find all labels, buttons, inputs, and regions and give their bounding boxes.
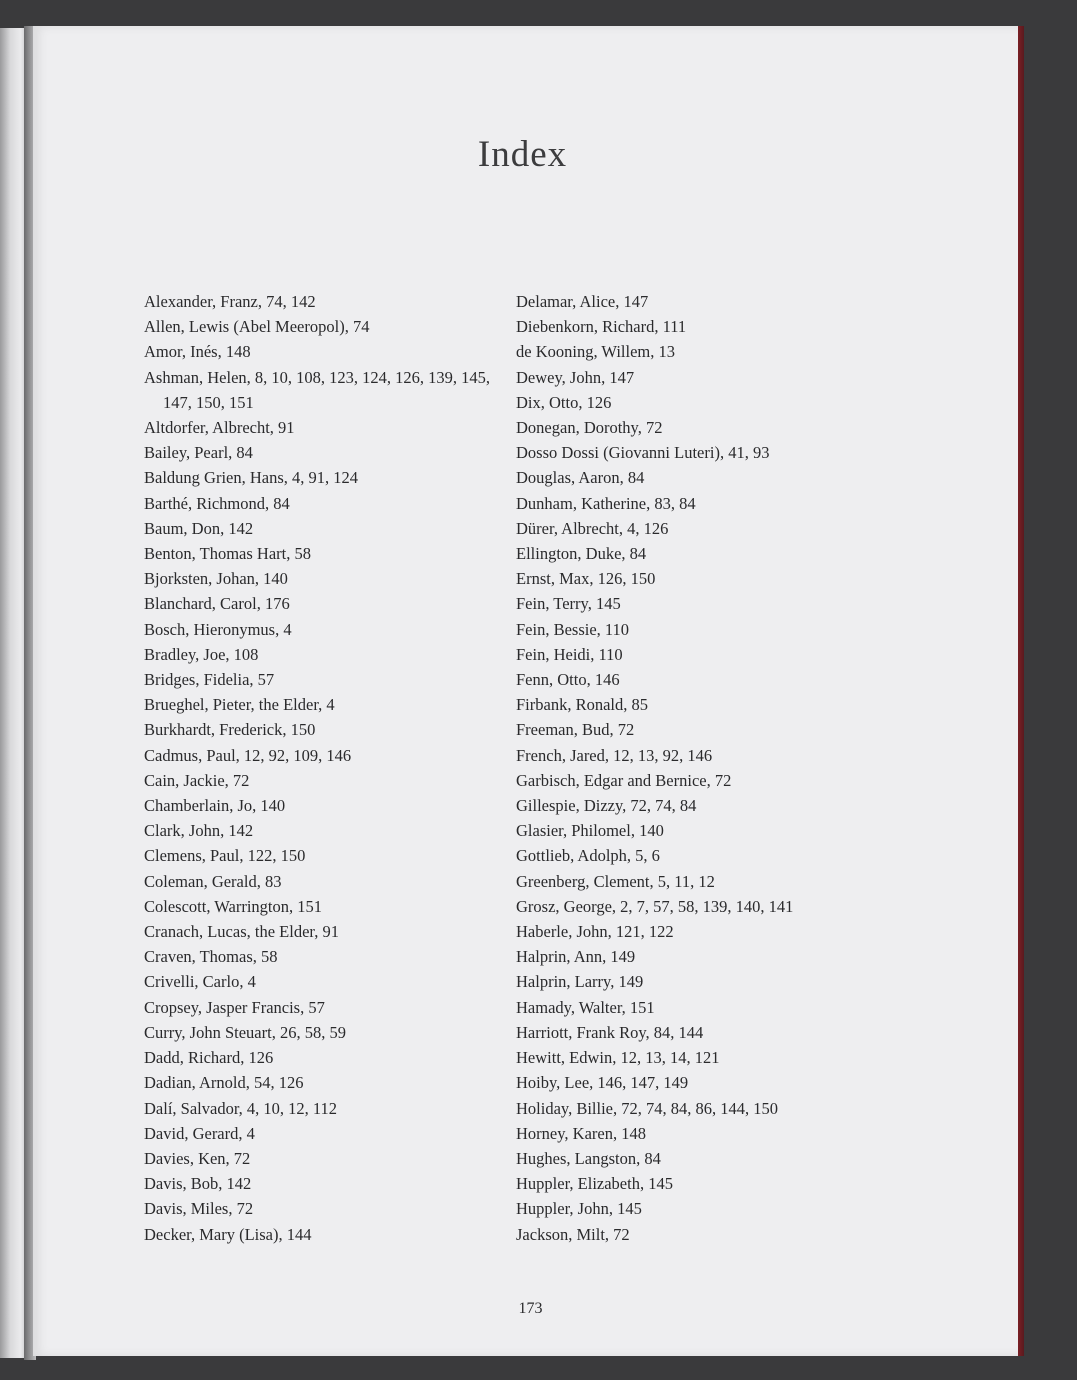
index-entry: Bjorksten, Johan, 140 [144,569,288,589]
index-page [33,26,1020,1356]
index-entry: Baldung Grien, Hans, 4, 91, 124 [144,468,359,488]
index-entry: Davis, Bob, 142 [144,1174,252,1194]
index-entry: Hoiby, Lee, 146, 147, 149 [516,1073,689,1093]
index-entry: Hughes, Langston, 84 [516,1148,661,1168]
index-entry: Halprin, Larry, 149 [516,972,644,992]
index-entry: Curry, John Steuart, 26, 58, 59 [144,1022,346,1042]
index-entry: Donegan, Dorothy, 72 [516,418,663,438]
index-entry: Garbisch, Edgar and Bernice, 72 [516,770,732,790]
previous-page-edge [0,28,26,1358]
index-entry: Douglas, Aaron, 84 [516,468,645,488]
page-title: Index [477,134,568,175]
index-entry: Dalí, Salvador, 4, 10, 12, 112 [144,1098,338,1118]
index-entry: Colescott, Warrington, 151 [144,896,323,916]
index-entry: Davies, Ken, 72 [144,1148,251,1168]
index-entry: Benton, Thomas Hart, 58 [144,544,311,564]
index-entry: Clark, John, 142 [144,821,254,841]
index-entry: Bailey, Pearl, 84 [144,443,253,463]
index-entry: Dewey, John, 147 [516,367,635,387]
page-number: 173 [518,1300,543,1317]
index-entry: Allen, Lewis (Abel Meeropol), 74 [144,317,370,337]
index-entry: Alexander, Franz, 74, 142 [144,292,316,311]
index-entry: Firbank, Ronald, 85 [516,695,648,715]
index-entry: Fenn, Otto, 146 [516,670,620,690]
index-entry: Baum, Don, 142 [144,518,254,538]
index-entry: Coleman, Gerald, 83 [144,871,282,891]
index-entry: Cranach, Lucas, the Elder, 91 [144,922,339,942]
index-entry: Cain, Jackie, 72 [144,770,250,790]
index-entry: Ellington, Duke, 84 [516,544,647,564]
index-entry: Clemens, Paul, 122, 150 [144,846,306,866]
index-entry: Bradley, Joe, 108 [144,644,259,664]
index-entry: Jackson, Milt, 72 [516,1224,630,1244]
index-entry: Decker, Mary (Lisa), 144 [144,1224,312,1244]
index-entry: Fein, Terry, 145 [516,594,621,614]
index-entry: Haberle, John, 121, 122 [516,922,674,942]
index-entry: Dunham, Katherine, 83, 84 [516,493,696,513]
index-entry: Huppler, John, 145 [516,1199,642,1219]
index-entry: Blanchard, Carol, 176 [144,594,290,614]
index-entry: Bosch, Hieronymus, 4 [144,619,292,639]
index-entry: Fein, Heidi, 110 [516,644,623,664]
index-entry: Crivelli, Carlo, 4 [144,972,256,992]
index-entry: Dadd, Richard, 126 [144,1048,274,1068]
index-entry: Ernst, Max, 126, 150 [516,569,656,589]
index-entry: Ashman, Helen, 8, 10, 108, 123, 124, 126, 139, 145, 147, 150, 151 [144,367,491,412]
index-entry: Gillespie, Dizzy, 72, 74, 84 [516,796,697,816]
index-entry: Hewitt, Edwin, 12, 13, 14, 121 [516,1048,720,1068]
index-entry: Glasier, Philomel, 140 [516,821,664,841]
index-entry: de Kooning, Willem, 13 [516,342,675,362]
index-entry: Chamberlain, Jo, 140 [144,796,286,816]
index-entry: Dix, Otto, 126 [516,392,612,412]
index-entry: Delamar, Alice, 147 [516,292,649,311]
index-entry: Altdorfer, Albrecht, 91 [144,418,295,438]
index-entry: Cropsey, Jasper Francis, 57 [144,997,325,1017]
index-entry: Dürer, Albrecht, 4, 126 [516,518,669,538]
book-cover-edge [1018,26,1024,1356]
index-entry: David, Gerard, 4 [144,1123,255,1143]
index-entry: Halprin, Ann, 149 [516,947,636,967]
index-entry: Holiday, Billie, 72, 74, 84, 86, 144, 150 [516,1098,779,1118]
index-entry: Fein, Bessie, 110 [516,619,630,639]
index-entry: Gottlieb, Adolph, 5, 6 [516,846,660,866]
index-entry: Burkhardt, Frederick, 150 [144,720,316,740]
index-entry: Amor, Inés, 148 [144,342,251,362]
index-column-left [144,289,504,1247]
index-entry: Hamady, Walter, 151 [516,997,655,1017]
index-column-right [516,289,886,1247]
index-entry: Harriott, Frank Roy, 84, 144 [516,1022,704,1042]
index-entry: Barthé, Richmond, 84 [144,493,290,513]
index-entry: Brueghel, Pieter, the Elder, 4 [144,695,335,715]
index-entry: Greenberg, Clement, 5, 11, 12 [516,871,715,891]
index-entry: Diebenkorn, Richard, 111 [516,317,687,337]
index-entry: French, Jared, 12, 13, 92, 146 [516,745,713,765]
index-entry: Craven, Thomas, 58 [144,947,278,967]
index-entry: Huppler, Elizabeth, 145 [516,1174,673,1194]
index-entry: Grosz, George, 2, 7, 57, 58, 139, 140, 141 [516,896,794,916]
index-entry: Freeman, Bud, 72 [516,720,635,740]
index-entry: Cadmus, Paul, 12, 92, 109, 146 [144,745,352,765]
index-entry: Davis, Miles, 72 [144,1199,254,1219]
index-entry: Dadian, Arnold, 54, 126 [144,1073,304,1093]
index-entry: Horney, Karen, 148 [516,1123,646,1143]
index-entry: Dosso Dossi (Giovanni Luteri), 41, 93 [516,443,770,463]
index-entry: Bridges, Fidelia, 57 [144,670,275,690]
